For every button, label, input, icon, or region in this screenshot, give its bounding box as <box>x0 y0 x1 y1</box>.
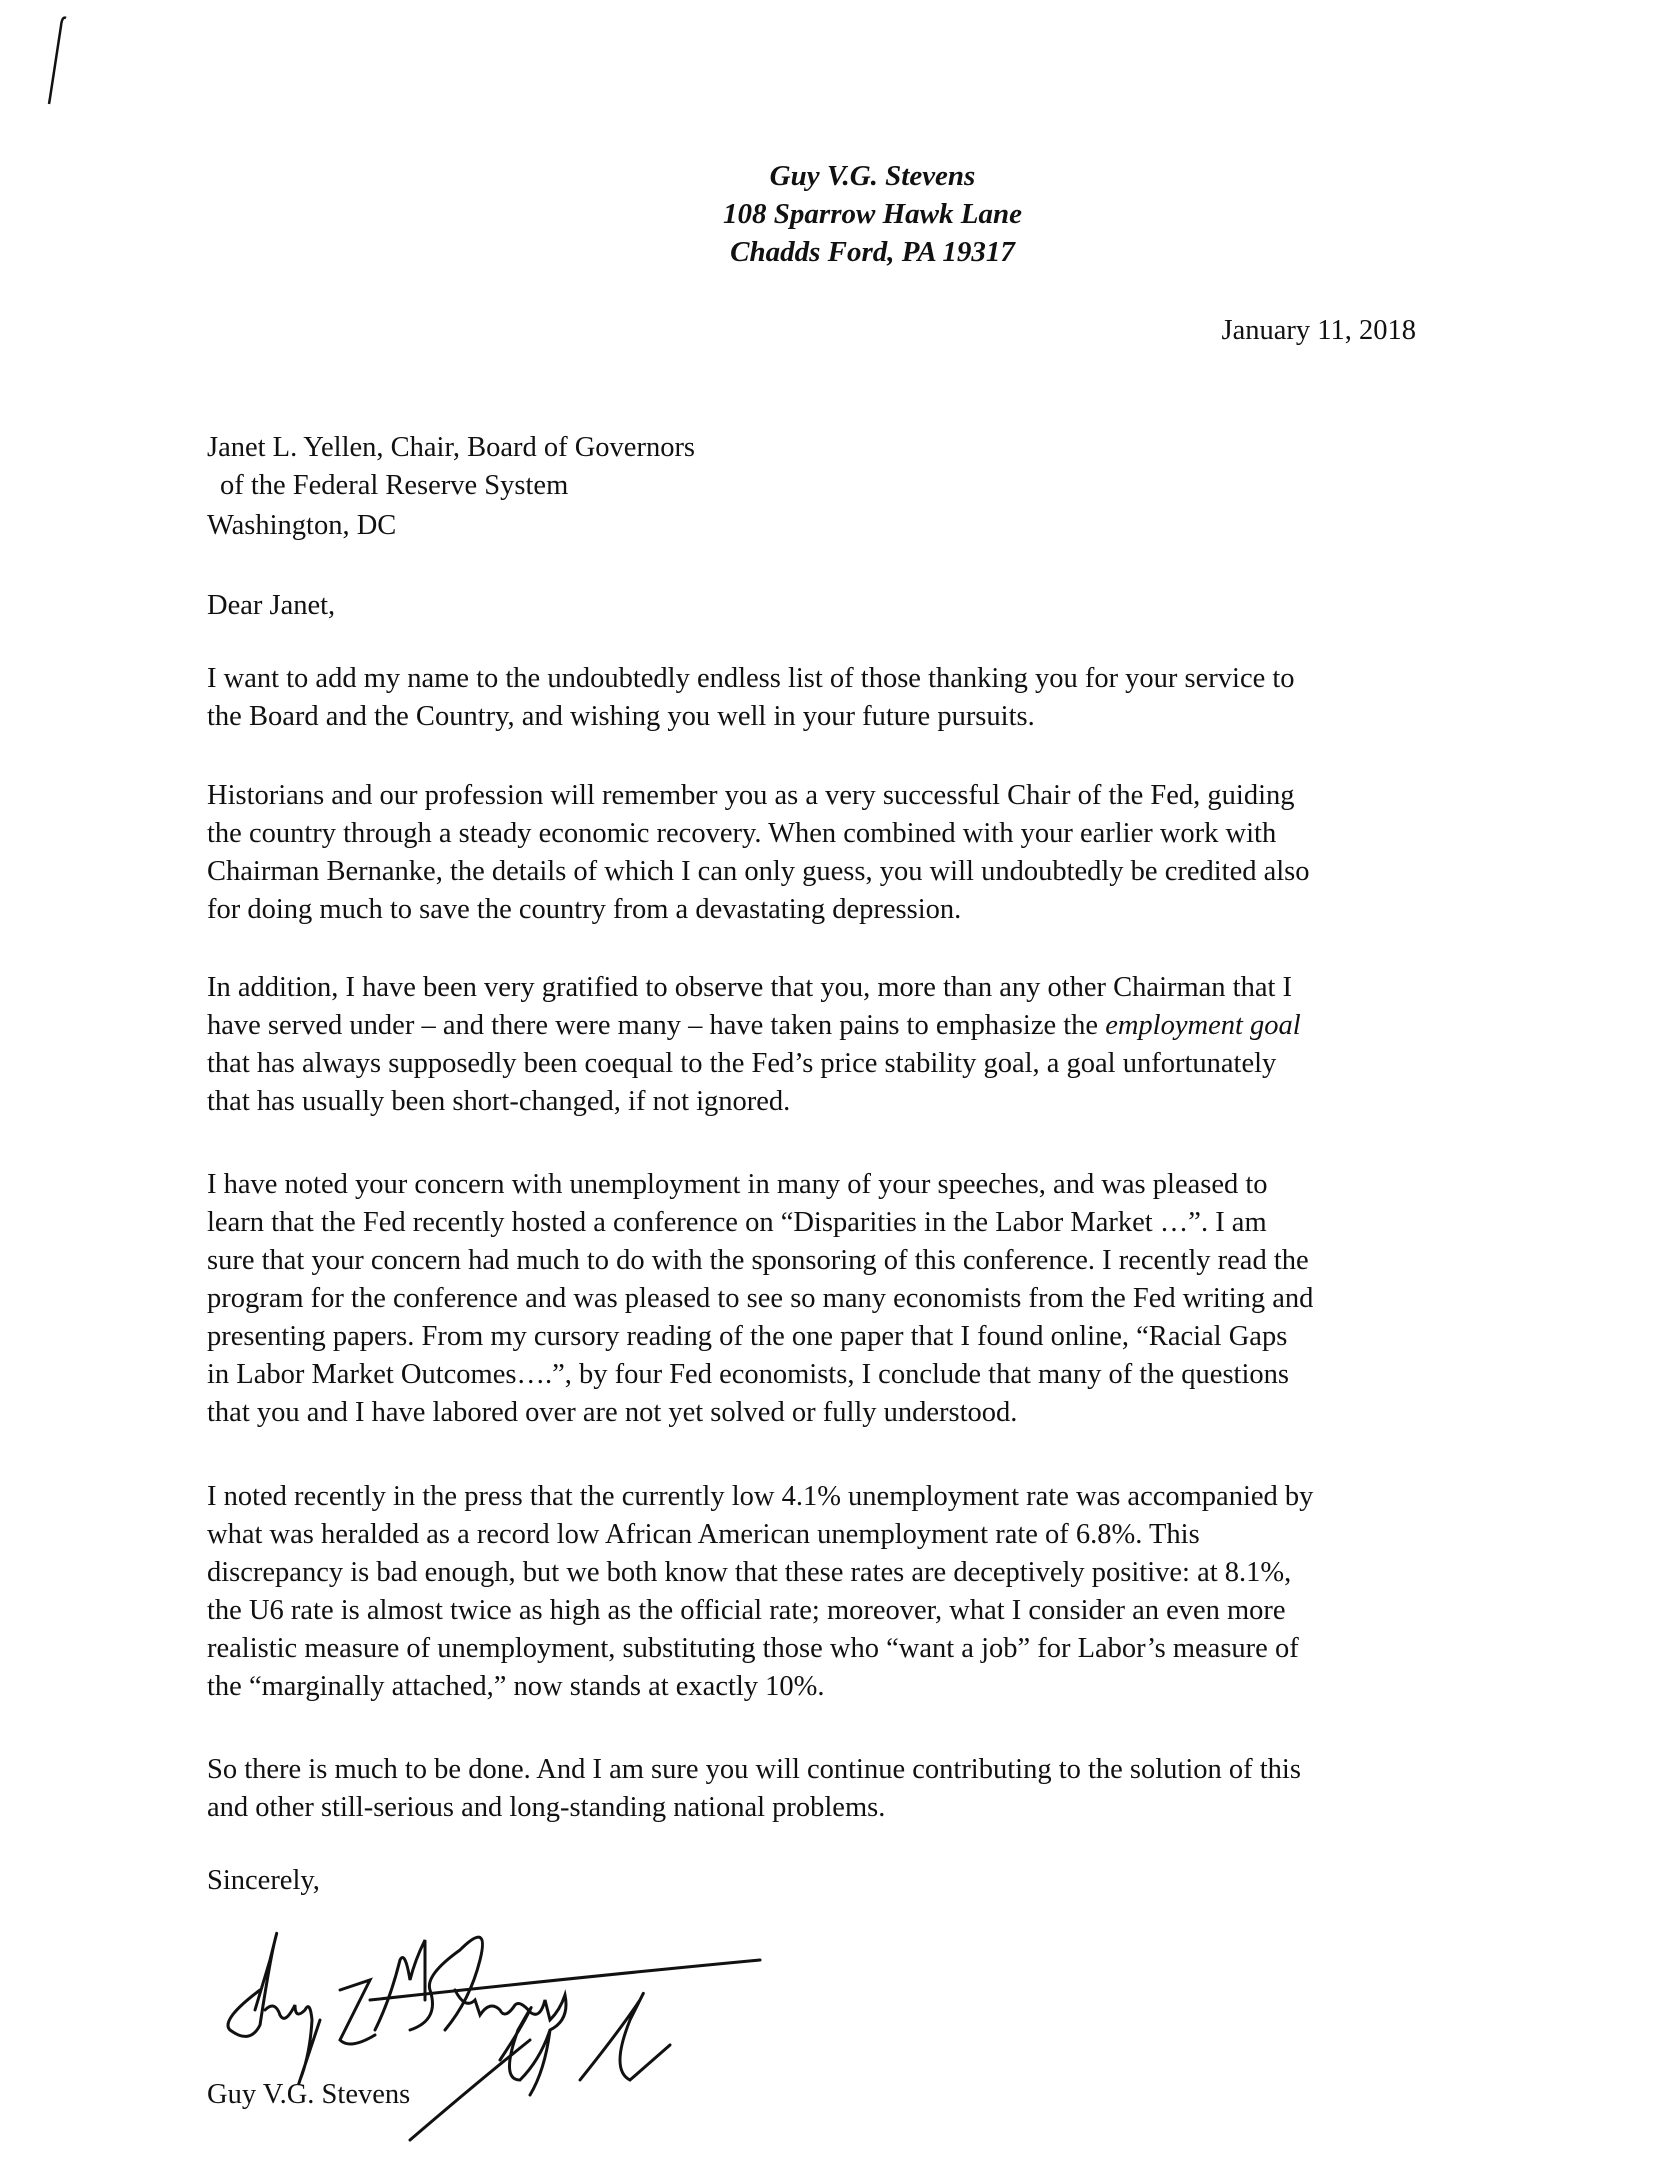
letterhead-city: Chadds Ford, PA 19317 <box>730 236 1015 268</box>
letterhead-name: Guy V.G. Stevens <box>769 160 976 192</box>
closing: Sincerely, <box>207 1865 320 1896</box>
paragraph-1 <box>207 660 1507 736</box>
paragraph-2 <box>207 777 1507 929</box>
text-line: Historians and our profession will remember you as a very successful Chair of the Fed, guiding <box>207 780 1295 811</box>
text-line: and other still-serious and long-standing national problems. <box>207 1792 886 1823</box>
text-line: In addition, I have been very gratified to observe that you, more than any other Chairman that I <box>207 972 1293 1003</box>
recipient-line-1: Janet L. Yellen, Chair, Board of Governors <box>207 432 696 463</box>
text-line: I want to add my name to the undoubtedly endless list of those thanking you for your service to <box>207 663 1295 694</box>
letterhead-street: 108 Sparrow Hawk Lane <box>723 198 1022 230</box>
text-line: I have noted your concern with unemployment in many of your speeches, and was pleased to <box>207 1169 1268 1200</box>
text-line: realistic measure of unemployment, substituting those who “want a job” for Labor’s measure of <box>207 1633 1299 1664</box>
typed-name: Guy V.G. Stevens <box>207 2079 411 2110</box>
emphasis-employment-goal: employment goal <box>1105 1010 1301 1041</box>
paragraph-3 <box>207 969 1507 1121</box>
recipient-line-3: Washington, DC <box>207 510 397 541</box>
text-line: the “marginally attached,” now stands at exactly 10%. <box>207 1671 825 1702</box>
text-line: program for the conference and was pleased to see so many economists from the Fed writing and <box>207 1283 1314 1314</box>
text-line: that has usually been short-changed, if not ignored. <box>207 1086 791 1117</box>
text-line: that you and I have labored over are not yet solved or fully understood. <box>207 1397 1018 1428</box>
text-line <box>207 1007 1507 1045</box>
text-line: discrepancy is bad enough, but we both know that these rates are deceptively positive: at 8.1%, <box>207 1557 1292 1588</box>
letter-date: January 11, 2018 <box>1221 315 1416 346</box>
text-line: for doing much to save the country from a devastating depression. <box>207 894 962 925</box>
salutation: Dear Janet, <box>207 590 336 621</box>
text-line: that has always supposedly been coequal to the Fed’s price stability goal, a goal unfortunately <box>207 1048 1277 1079</box>
text-line: the U6 rate is almost twice as high as the official rate; moreover, what I consider an even more <box>207 1595 1286 1626</box>
text-line: presenting papers. From my cursory reading of the one paper that I found online, “Racial Gaps <box>207 1321 1288 1352</box>
recipient-line-2: of the Federal Reserve System <box>220 470 569 501</box>
paragraph-6 <box>207 1751 1507 1827</box>
text-segment: have served under – and there were many – have taken pains to emphasize the <box>207 1010 1106 1041</box>
text-line: I noted recently in the press that the currently low 4.1% unemployment rate was accompanied by <box>207 1481 1314 1512</box>
text-line: So there is much to be done. And I am sure you will continue contributing to the solution of this <box>207 1754 1301 1785</box>
pen-mark <box>0 0 100 120</box>
text-line: sure that your concern had much to do with the sponsoring of this conference. I recently read the <box>207 1245 1309 1276</box>
text-line: the Board and the Country, and wishing you well in your future pursuits. <box>207 701 1035 732</box>
paragraph-4 <box>207 1166 1507 1432</box>
text-line: Chairman Bernanke, the details of which I can only guess, you will undoubtedly be credited also <box>207 856 1310 887</box>
text-line: the country through a steady economic recovery. When combined with your earlier work with <box>207 818 1277 849</box>
text-line: learn that the Fed recently hosted a conference on “Disparities in the Labor Market …”. I am <box>207 1207 1267 1238</box>
handwritten-signature <box>200 1880 800 2160</box>
paragraph-5 <box>207 1478 1507 1706</box>
text-line: what was heralded as a record low African American unemployment rate of 6.8%. This <box>207 1519 1200 1550</box>
text-line: in Labor Market Outcomes….”, by four Fed economists, I conclude that many of the questions <box>207 1359 1289 1390</box>
